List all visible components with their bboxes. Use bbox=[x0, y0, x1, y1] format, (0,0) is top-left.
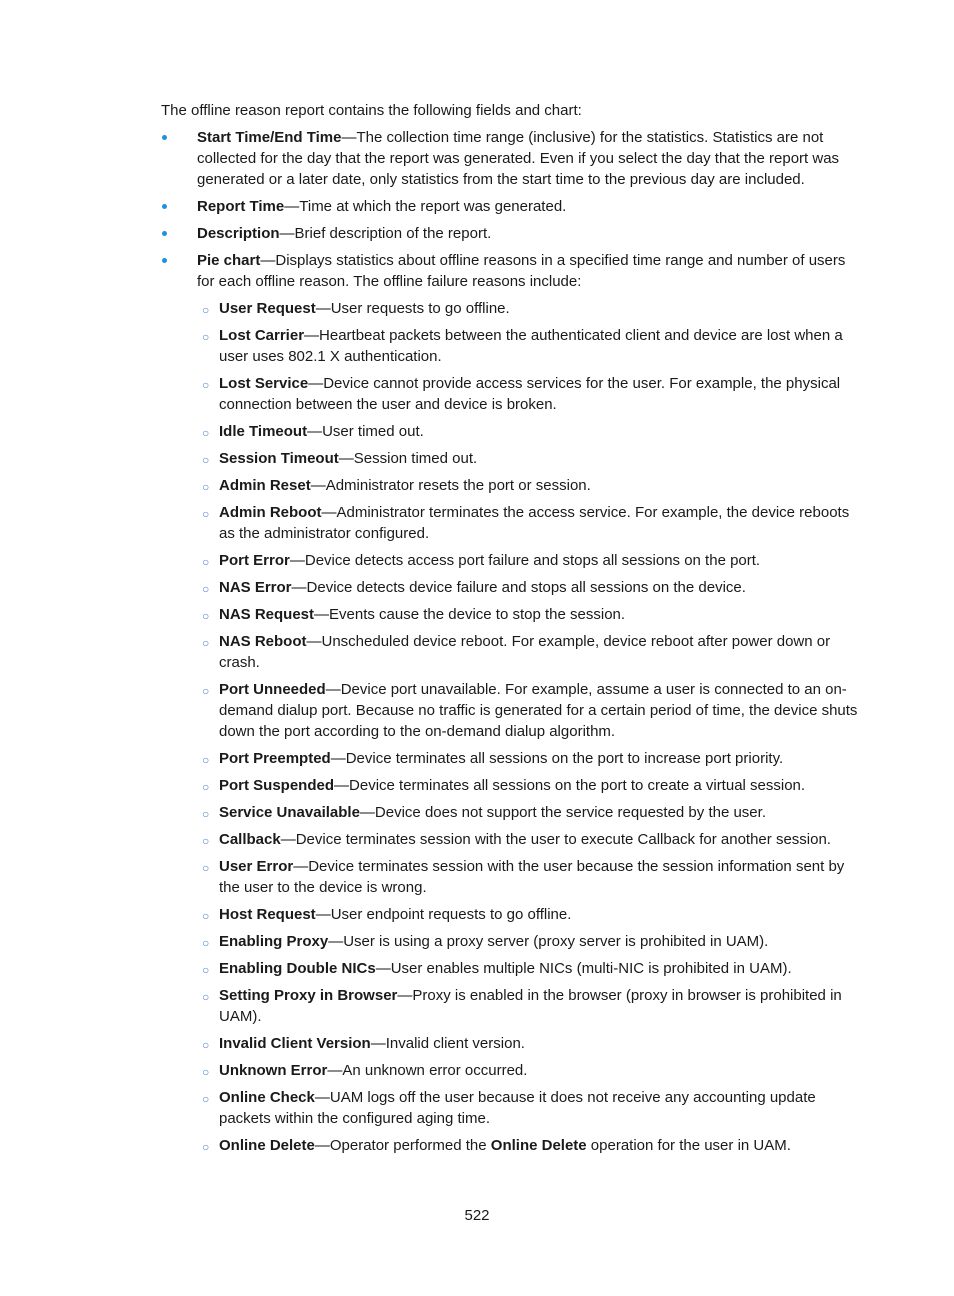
circle-bullet-icon: ○ bbox=[202, 507, 210, 521]
reason-desc: —Invalid client version. bbox=[370, 1035, 525, 1052]
reason-list bbox=[183, 298, 866, 1156]
circle-bullet-icon: ○ bbox=[202, 1038, 210, 1052]
circle-bullet-icon: ○ bbox=[202, 303, 210, 317]
circle-bullet-icon: ○ bbox=[202, 609, 210, 623]
reason-desc: —Operator performed the bbox=[314, 1137, 491, 1154]
reason-desc: —Device terminates session with the user to execute Callback for another session. bbox=[280, 831, 831, 848]
reason-item bbox=[183, 502, 866, 544]
reason-term: Idle Timeout bbox=[219, 423, 308, 440]
field-term: Pie chart bbox=[197, 252, 261, 269]
reason-item bbox=[183, 1060, 866, 1081]
reason-desc: —Device detects device failure and stops all sessions on the device. bbox=[291, 579, 746, 596]
reason-term: Online Delete bbox=[219, 1137, 315, 1154]
reason-item bbox=[183, 958, 866, 979]
reason-desc: —Session timed out. bbox=[338, 450, 478, 467]
reason-item bbox=[183, 1135, 866, 1156]
field-item bbox=[161, 250, 866, 1156]
reason-item bbox=[183, 985, 866, 1027]
reason-item bbox=[183, 421, 866, 442]
field-item bbox=[161, 196, 866, 217]
reason-term: Lost Carrier bbox=[219, 327, 305, 344]
reason-term: Port Error bbox=[219, 552, 290, 569]
reason-term: Session Timeout bbox=[219, 450, 339, 467]
reason-item bbox=[183, 325, 866, 367]
reason-desc: —Device terminates all sessions on the port to increase port priority. bbox=[330, 750, 784, 767]
reason-desc: —User timed out. bbox=[307, 423, 424, 440]
circle-bullet-icon: ○ bbox=[202, 963, 210, 977]
circle-bullet-icon: ○ bbox=[202, 426, 210, 440]
reason-desc: —User enables multiple NICs (multi-NIC is prohibited in UAM). bbox=[375, 960, 792, 977]
reason-term: Setting Proxy in Browser bbox=[219, 987, 398, 1004]
reason-item bbox=[183, 775, 866, 796]
reason-term: Unknown Error bbox=[219, 1062, 328, 1079]
circle-bullet-icon: ○ bbox=[202, 936, 210, 950]
circle-bullet-icon: ○ bbox=[202, 1092, 210, 1106]
reason-desc: —Device cannot provide access services for the user. For example, the physical connection between the user and device is broken. bbox=[219, 375, 841, 413]
circle-bullet-icon: ○ bbox=[202, 480, 210, 494]
field-desc: —The collection time range (inclusive) for the statistics. Statistics are not collected for the day that the report was generated. Even if you select the day that the report was generated or a later date, only statistics from the start time to the previous day are included. bbox=[197, 129, 840, 188]
reason-desc: —Proxy is enabled in the browser (proxy in browser is prohibited in UAM). bbox=[219, 987, 842, 1025]
field-term: Report Time bbox=[197, 198, 285, 215]
field-desc: —Displays statistics about offline reasons in a specified time range and number of users for each offline reason. The offline failure reasons include: bbox=[197, 252, 846, 290]
reason-item bbox=[183, 904, 866, 925]
reason-desc: —An unknown error occurred. bbox=[327, 1062, 528, 1079]
circle-bullet-icon: ○ bbox=[202, 636, 210, 650]
bullet-icon bbox=[162, 135, 167, 140]
circle-bullet-icon: ○ bbox=[202, 909, 210, 923]
reason-desc: —Device terminates session with the user because the session information sent by the user to the device is wrong. bbox=[219, 858, 845, 896]
circle-bullet-icon: ○ bbox=[202, 555, 210, 569]
reason-item bbox=[183, 931, 866, 952]
circle-bullet-icon: ○ bbox=[202, 834, 210, 848]
bullet-icon bbox=[162, 204, 167, 209]
intro-paragraph: The offline reason report contains the following fields and chart: bbox=[161, 102, 582, 119]
reason-term-inline: Online Delete bbox=[490, 1137, 587, 1154]
reason-term: Invalid Client Version bbox=[219, 1035, 371, 1052]
reason-item bbox=[183, 856, 866, 898]
bullet-icon bbox=[162, 231, 167, 236]
reason-desc: —User endpoint requests to go offline. bbox=[315, 906, 572, 923]
reason-term: Admin Reboot bbox=[219, 504, 322, 521]
reason-item bbox=[183, 577, 866, 598]
reason-desc: —Heartbeat packets between the authenticated client and device are lost when a user uses 802.1 X authentication. bbox=[219, 327, 843, 365]
reason-desc: —Events cause the device to stop the session. bbox=[314, 606, 626, 623]
circle-bullet-icon: ○ bbox=[202, 582, 210, 596]
reason-term: NAS Reboot bbox=[219, 633, 307, 650]
reason-item bbox=[183, 475, 866, 496]
reason-item bbox=[183, 604, 866, 625]
reason-term: Online Check bbox=[219, 1089, 315, 1106]
reason-desc-tail: operation for the user in UAM. bbox=[586, 1137, 791, 1154]
reason-term: Service Unavailable bbox=[219, 804, 360, 821]
reason-desc: —Device port unavailable. For example, assume a user is connected to an on-demand dialup port. Because no traffic is generated for a certain period of time, the device shuts down the port according to the on-demand dialup algorithm. bbox=[219, 681, 858, 740]
reason-item bbox=[183, 550, 866, 571]
reason-term: Enabling Double NICs bbox=[219, 960, 376, 977]
reason-desc: —User is using a proxy server (proxy server is prohibited in UAM). bbox=[328, 933, 769, 950]
reason-term: Callback bbox=[219, 831, 281, 848]
reason-item bbox=[183, 298, 866, 319]
field-desc: —Brief description of the report. bbox=[279, 225, 492, 242]
reason-term: Port Preempted bbox=[219, 750, 331, 767]
circle-bullet-icon: ○ bbox=[202, 330, 210, 344]
reason-term: Enabling Proxy bbox=[219, 933, 329, 950]
page-number: 522 bbox=[464, 1207, 490, 1224]
circle-bullet-icon: ○ bbox=[202, 378, 210, 392]
field-desc: —Time at which the report was generated. bbox=[284, 198, 567, 215]
field-item bbox=[161, 127, 866, 190]
circle-bullet-icon: ○ bbox=[202, 1065, 210, 1079]
reason-term: User Error bbox=[219, 858, 294, 875]
circle-bullet-icon: ○ bbox=[202, 861, 210, 875]
bullet-icon bbox=[162, 258, 167, 263]
reason-desc: —Device does not support the service requested by the user. bbox=[359, 804, 766, 821]
reason-desc: —Device terminates all sessions on the port to create a virtual session. bbox=[334, 777, 806, 794]
reason-item bbox=[183, 1087, 866, 1129]
circle-bullet-icon: ○ bbox=[202, 990, 210, 1004]
reason-desc: —UAM logs off the user because it does not receive any accounting update packets within the configured aging time. bbox=[219, 1089, 816, 1127]
reason-term: Port Suspended bbox=[219, 777, 335, 794]
reason-item bbox=[183, 748, 866, 769]
reason-item bbox=[183, 373, 866, 415]
circle-bullet-icon: ○ bbox=[202, 453, 210, 467]
reason-item bbox=[183, 802, 866, 823]
field-term: Start Time/End Time bbox=[197, 129, 342, 146]
document-page bbox=[161, 100, 866, 1162]
reason-item bbox=[183, 679, 866, 742]
circle-bullet-icon: ○ bbox=[202, 807, 210, 821]
circle-bullet-icon: ○ bbox=[202, 753, 210, 767]
field-term: Description bbox=[197, 225, 280, 242]
circle-bullet-icon: ○ bbox=[202, 684, 210, 698]
reason-term: Lost Service bbox=[219, 375, 309, 392]
reason-desc: —Device detects access port failure and stops all sessions on the port. bbox=[289, 552, 761, 569]
reason-desc: —Unscheduled device reboot. For example, device reboot after power down or crash. bbox=[219, 633, 831, 671]
reason-desc: —User requests to go offline. bbox=[315, 300, 510, 317]
reason-term: NAS Request bbox=[219, 606, 315, 623]
reason-desc: —Administrator terminates the access service. For example, the device reboots as the administrator configured. bbox=[219, 504, 850, 542]
circle-bullet-icon: ○ bbox=[202, 780, 210, 794]
field-list bbox=[161, 127, 866, 1156]
reason-item bbox=[183, 448, 866, 469]
reason-item bbox=[183, 829, 866, 850]
reason-term: Host Request bbox=[219, 906, 316, 923]
reason-desc: —Administrator resets the port or session. bbox=[310, 477, 591, 494]
circle-bullet-icon: ○ bbox=[202, 1140, 210, 1154]
reason-term: Admin Reset bbox=[219, 477, 311, 494]
reason-item bbox=[183, 1033, 866, 1054]
reason-term: Port Unneeded bbox=[219, 681, 326, 698]
reason-term: User Request bbox=[219, 300, 316, 317]
reason-term: NAS Error bbox=[219, 579, 292, 596]
reason-item bbox=[183, 631, 866, 673]
field-item bbox=[161, 223, 866, 244]
